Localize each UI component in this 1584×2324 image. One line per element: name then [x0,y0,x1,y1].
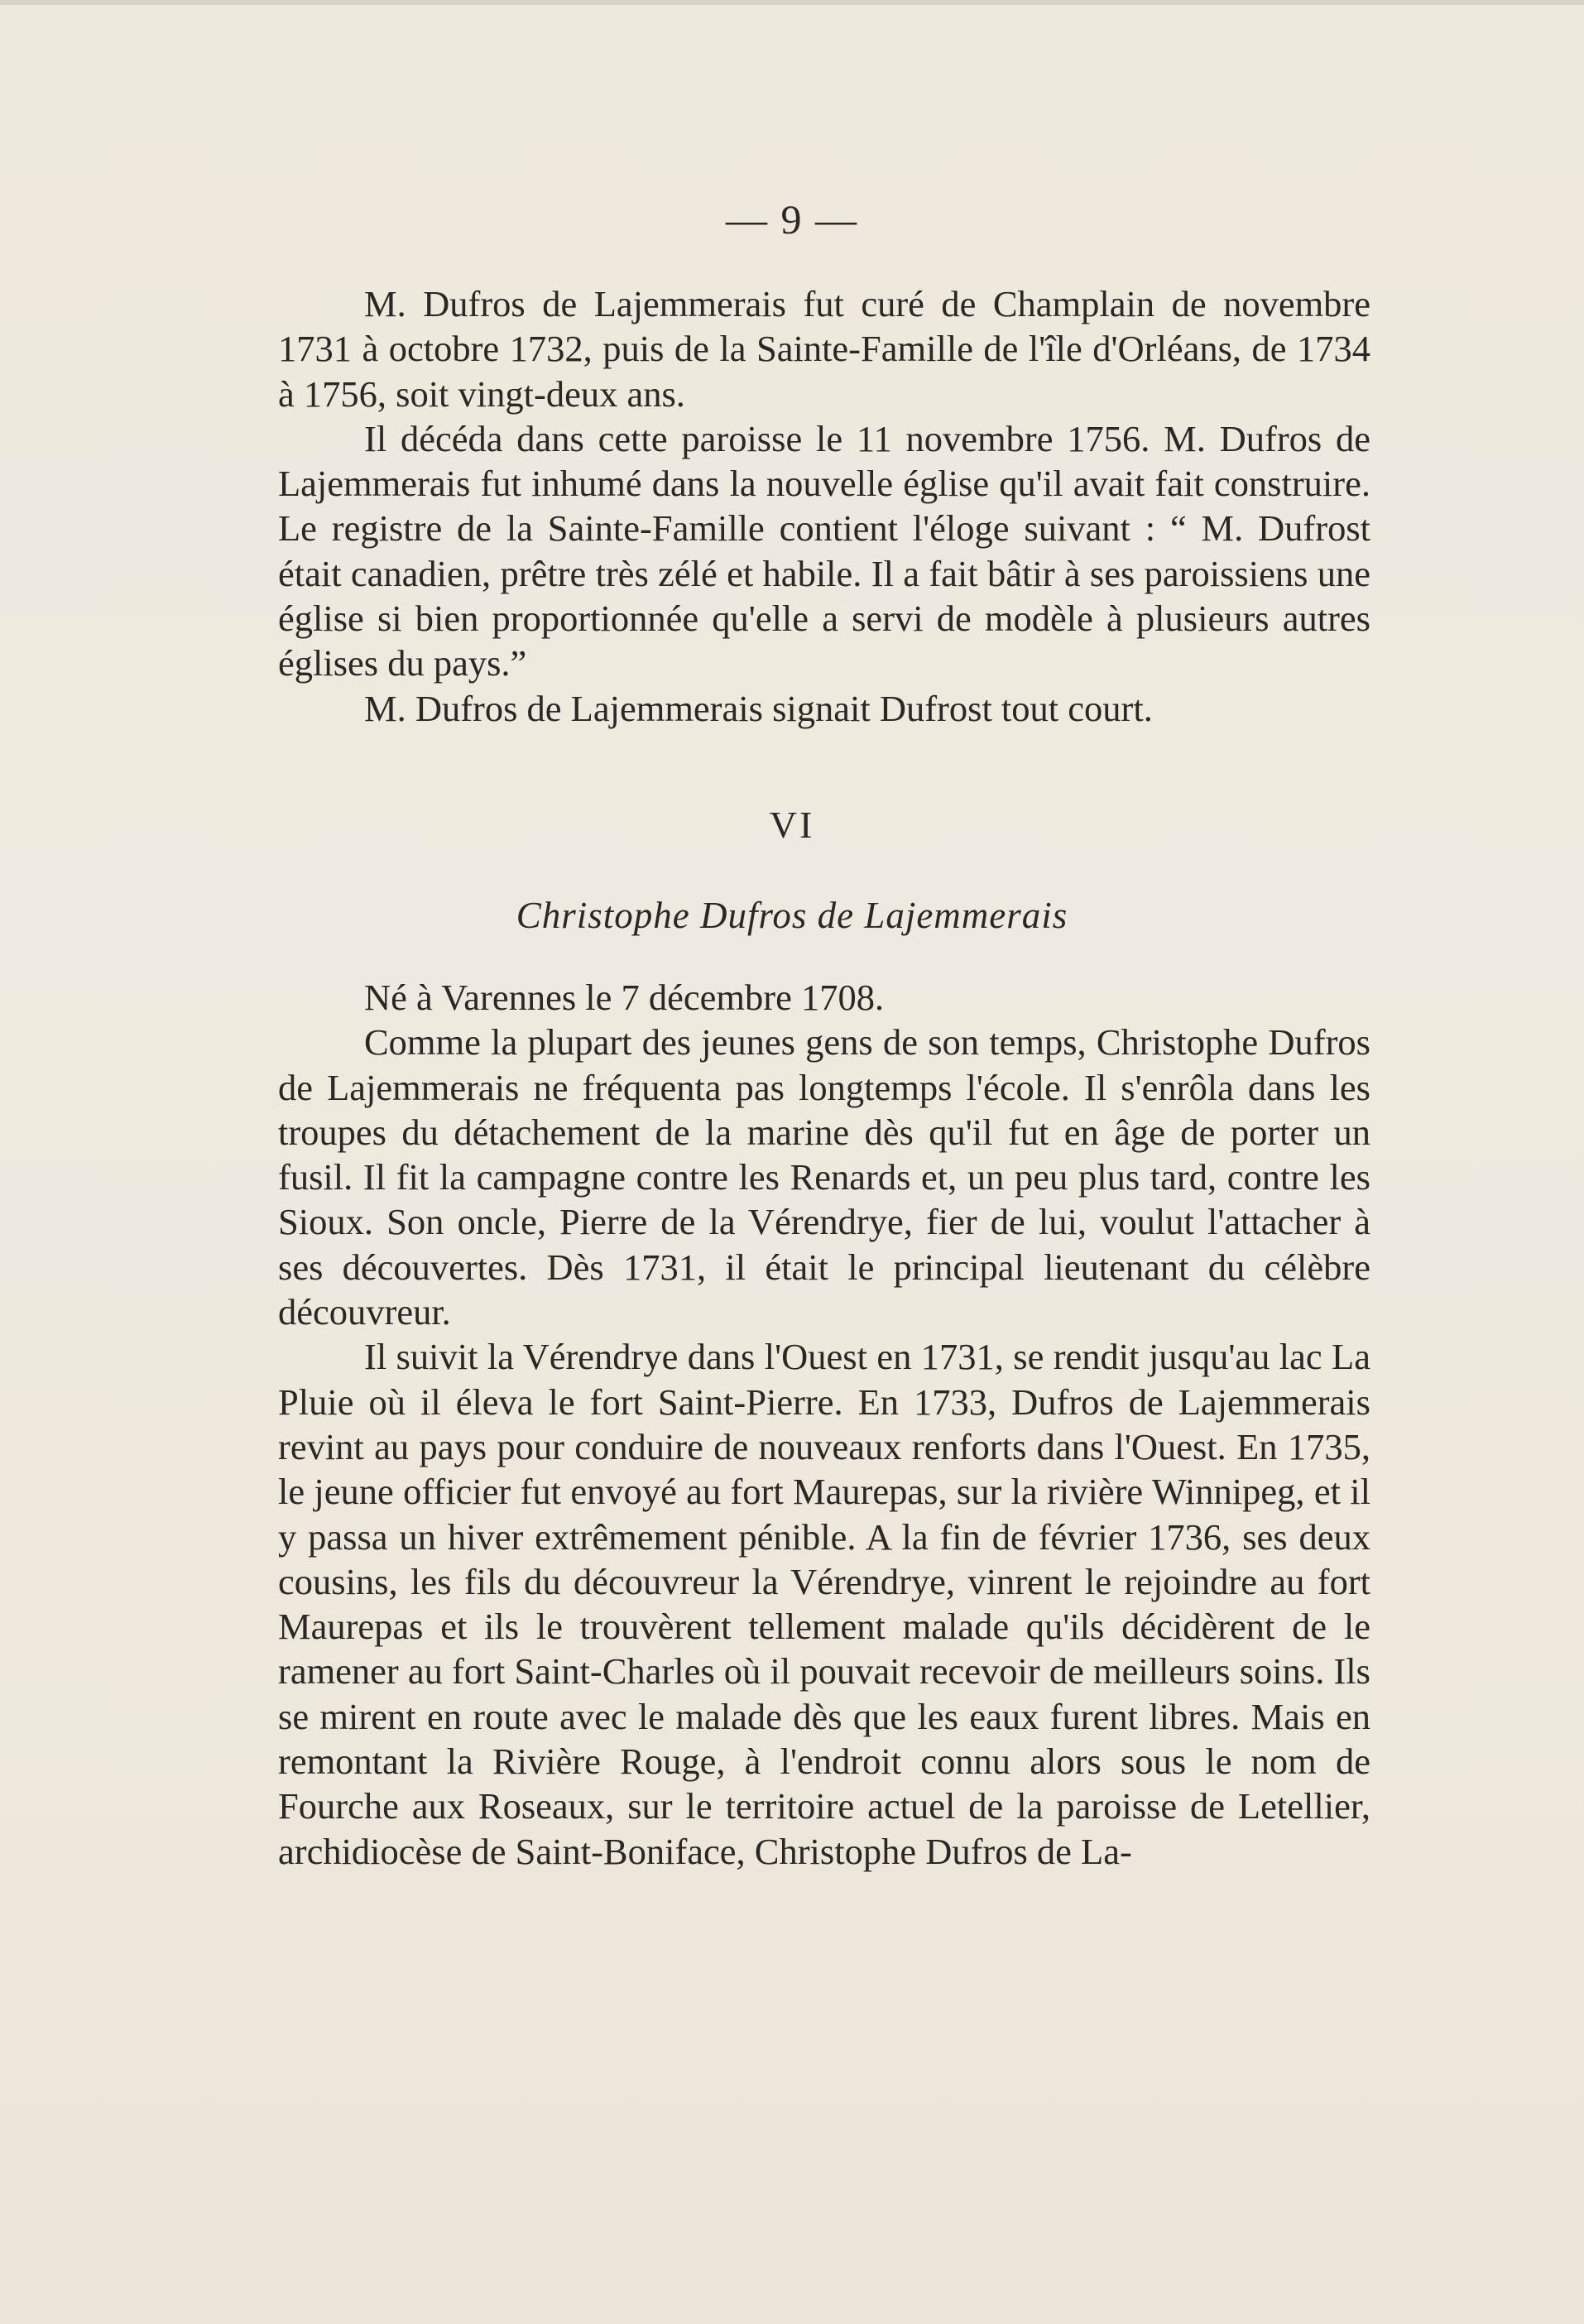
paragraph: Né à Varennes le 7 décembre 1708. [364,977,885,1018]
paragraph: Comme la plupart des jeunes gens de son temps, Christophe Dufros de Lajemmerais ne fréquenta pas longtemps l'école. Il s'enrôla dans les troupes du détachement de la marine dès qu'il fut en âge de porter un fusil. Il fit la campagne contre les Renards et, un peu plus tard, contre les Sioux. Son oncle, Pierre de la Vérendrye, fier de lui, voulut l'attacher à ses découvertes. Dès 1731, il était le principal lieutenant du célèbre découvreur. [278,1021,1370,1333]
section-numeral: VI [769,804,815,846]
paragraph: Il suivit la Vérendrye dans l'Ouest en 1731, se rendit jusqu'au lac La Pluie où il éleva le fort Saint-Pierre. En 1733, Dufros de Lajemmerais revint au pays pour conduire de nouveaux renforts dans l'Ouest. En 1735, le jeune officier fut envoyé au fort Maurepas, sur la rivière Winnipeg, et il y passa un hiver extrêmement pénible. A la fin de février 1736, ses deux cousins, les fils du découvreur la Vérendrye, vinrent le rejoindre au fort Maurepas et ils le trouvèrent tellement malade qu'ils décidèrent de le ramener au fort Saint-Charles où il pouvait recevoir de meilleurs soins. Ils se mirent en route avec le malade dès que les eaux furent libres. Mais en remontant la Rivière Rouge, à l'endroit connu alors sous le nom de Fourche aux Roseaux, sur le territoire actuel de la paroisse de Letellier, archidiocèse de Saint-Boniface, Christophe Dufros de La- [278,1336,1370,1872]
paragraph: M. Dufros de Lajemmerais signait Dufrost tout court. [364,687,1153,729]
page-top-edge [0,0,1584,5]
page-number: — 9 — [726,196,858,242]
text-block-bottom [278,975,1370,1874]
paragraph: M. Dufros de Lajemmerais fut curé de Champlain de novembre 1731 à octobre 1732, puis de la Sainte-Famille de l'île d'Orléans, de 1734 à 1756, soit vingt-deux ans. [278,283,1370,415]
paragraph: Il décéda dans cette paroisse le 11 novembre 1756. M. Dufros de Lajemmerais fut inhumé dans la nouvelle église qu'il avait fait construire. Le registre de la Sainte-Famille contient l'éloge suivant : “ M. Dufrost était canadien, prêtre très zélé et habile. Il a fait bâtir à ses paroissiens une église si bien proportionnée qu'elle a servi de modèle à plusieurs autres églises du pays.” [278,417,1370,684]
text-block-top [278,281,1370,731]
section-title: Christophe Dufros de Lajemmerais [516,895,1068,936]
